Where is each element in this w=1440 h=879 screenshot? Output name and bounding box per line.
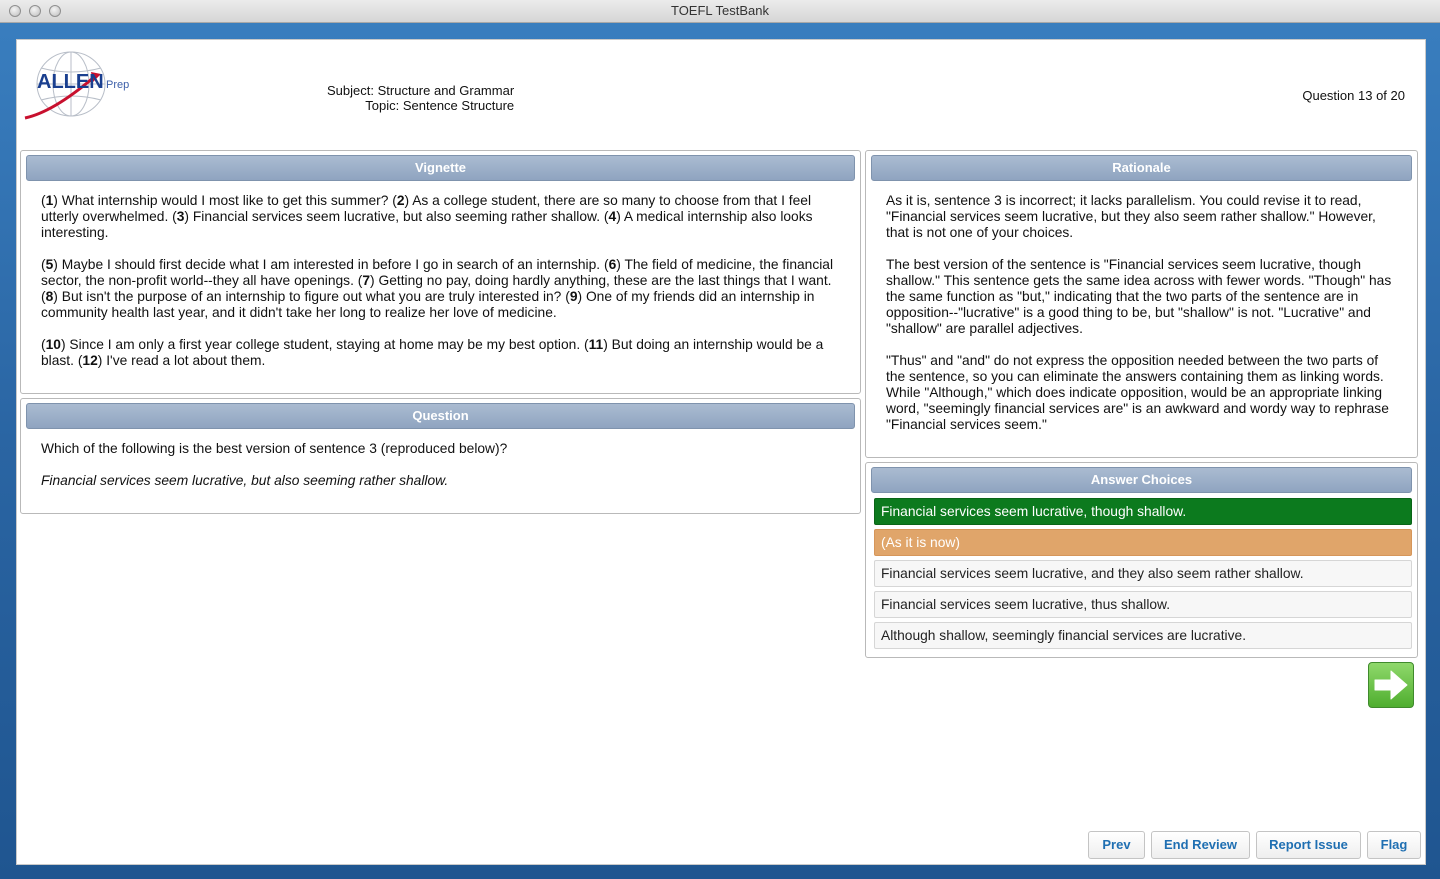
zoom-window-icon[interactable] <box>49 5 61 17</box>
subject-topic-block <box>327 83 514 113</box>
sentence-number: 8 <box>45 289 54 304</box>
sentence-number: 2 <box>396 193 405 208</box>
logo-subtext: Prep <box>106 79 130 91</box>
prev-button[interactable]: Prev <box>1088 831 1145 859</box>
next-question-button[interactable] <box>1368 662 1414 708</box>
rationale-panel <box>865 150 1418 458</box>
sentence-text: Maybe I should first decide what I am interested in before I go in search of an internship. <box>57 257 604 272</box>
question-sentence: Financial services seem lucrative, but also seeming rather shallow. <box>41 473 449 488</box>
question-heading: Question <box>26 403 855 429</box>
topic-line <box>327 98 514 113</box>
close-window-icon[interactable] <box>9 5 21 17</box>
app-window <box>16 39 1426 865</box>
rationale-body <box>886 193 1397 449</box>
sentence-number: 6 <box>608 257 617 272</box>
report-issue-button[interactable]: Report Issue <box>1256 831 1361 859</box>
answer-choices-panel <box>865 462 1418 658</box>
rationale-paragraph: The best version of the sentence is "Financial services seem lucrative, though shallow." This sentence gets the same idea across with fewer words. "Though" has the same function as "but," indicating that the two parts of the sentence are in opposition--"lucrative" is a good thing to be, but "shallow" is not. "Lucrative" and "shallow" are parallel adjectives. <box>886 257 1392 336</box>
sentence-text: Financial services seem lucrative, but also seeming rather shallow. <box>189 209 604 224</box>
sentence-number: 4 <box>608 209 617 224</box>
topic-label: Topic: <box>365 98 400 113</box>
rationale-paragraph: "Thus" and "and" do not express the opposition needed between the two parts of the sentence, so you can eliminate the answers containing them as linking words. While "Although," which does indicate opposition, would be an appropriate linking word, "seemingly financial services are" is an awkward and wordy way to rephrase "Financial services seem." <box>886 353 1389 432</box>
logo-text: ALLEN <box>37 71 104 93</box>
rationale-paragraph: As it is, sentence 3 is incorrect; it lacks parallelism. You could revise it to read, "Financial services seem lucrative, but they also seem rather shallow." However, that is not one of your choices. <box>886 193 1376 240</box>
minimize-window-icon[interactable] <box>29 5 41 17</box>
arrow-right-icon <box>1369 663 1413 707</box>
vignette-text <box>41 193 840 385</box>
answer-choice[interactable]: Financial services seem lucrative, thus shallow. <box>874 591 1412 618</box>
sentence-number: 10 <box>45 337 61 352</box>
answer-choice-correct[interactable]: Financial services seem lucrative, though shallow. <box>874 498 1412 525</box>
sentence-text: What internship would I most like to get this summer? <box>57 193 393 208</box>
answer-choice-selected[interactable]: (As it is now) <box>874 529 1412 556</box>
sentence-text: A medical internship also looks interesting. <box>41 209 813 240</box>
sentence-number: 3 <box>176 209 185 224</box>
sentence-text: As a college student, there are so many to choose from that I feel utterly overwhelmed. <box>41 193 812 224</box>
sentence-number: 5 <box>45 257 54 272</box>
question-body <box>41 441 840 505</box>
sentence-number: 9 <box>569 289 578 304</box>
sentence-text: But isn't the purpose of an internship to figure out what you are truly interested in? <box>57 289 566 304</box>
sentence-text: But doing an internship would be a blast. <box>41 337 824 368</box>
sentence-text: Getting no pay, doing hardly anything, these are the last things that I want. <box>374 273 832 288</box>
flag-button[interactable]: Flag <box>1367 831 1421 859</box>
question-counter: Question 13 of 20 <box>1302 88 1405 103</box>
question-panel <box>20 398 861 514</box>
sentence-number: 1 <box>45 193 54 208</box>
subject-label: Subject: <box>327 83 374 98</box>
answer-choices-heading: Answer Choices <box>871 467 1412 493</box>
vignette-paragraph: (1) What internship would I most like to get this summer? (2) As a college student, there are so many to choose from that I feel utterly overwhelmed. (3) Financial services seem lucrative, but also seeming rather shallow. (4) A medical internship also looks interesting. <box>41 193 813 240</box>
sentence-text: Since I am only a first year college student, staying at home may be my best option. <box>65 337 584 352</box>
subject-value: Structure and Grammar <box>377 83 515 98</box>
window-titlebar <box>0 0 1440 23</box>
sentence-text: One of my friends did an internship in community health last year, and it didn't take her long to realize her love of medicine. <box>41 289 815 320</box>
answer-choice[interactable]: Although shallow, seemingly financial services are lucrative. <box>874 622 1412 649</box>
sentence-text: I've read a lot about them. <box>102 353 266 368</box>
subject-line <box>327 83 514 98</box>
window-title: TOEFL TestBank <box>670 3 770 18</box>
allen-prep-logo <box>23 48 143 124</box>
sentence-number: 11 <box>588 337 604 352</box>
vignette-heading: Vignette <box>26 155 855 181</box>
vignette-paragraph: (10) Since I am only a first year college student, staying at home may be my best option. (11) But doing an internship would be a blast. (12) I've read a lot about them. <box>41 337 824 368</box>
rationale-heading: Rationale <box>871 155 1412 181</box>
sentence-number: 12 <box>82 353 98 368</box>
vignette-paragraph: (5) Maybe I should first decide what I am interested in before I go in search of an internship. (6) The field of medicine, the financial sector, the non-profit world--they all have openings. (7) Getting no pay, doing hardly anything, these are the last things that I want. (8) But isn't the purpose of an internship to figure out what you are truly interested in? (9) One of my friends did an internship in community health last year, and it didn't take her long to realize her love of medicine. <box>41 257 834 320</box>
vignette-panel <box>20 150 861 394</box>
topic-value: Sentence Structure <box>402 98 515 113</box>
question-prompt: Which of the following is the best version of sentence 3 (reproduced below)? <box>41 441 508 456</box>
sentence-number: 7 <box>362 273 371 288</box>
sentence-text: The field of medicine, the financial sector, the non-profit world--they all have openings. <box>41 257 834 288</box>
end-review-button[interactable]: End Review <box>1151 831 1250 859</box>
answer-choice[interactable]: Financial services seem lucrative, and they also seem rather shallow. <box>874 560 1412 587</box>
